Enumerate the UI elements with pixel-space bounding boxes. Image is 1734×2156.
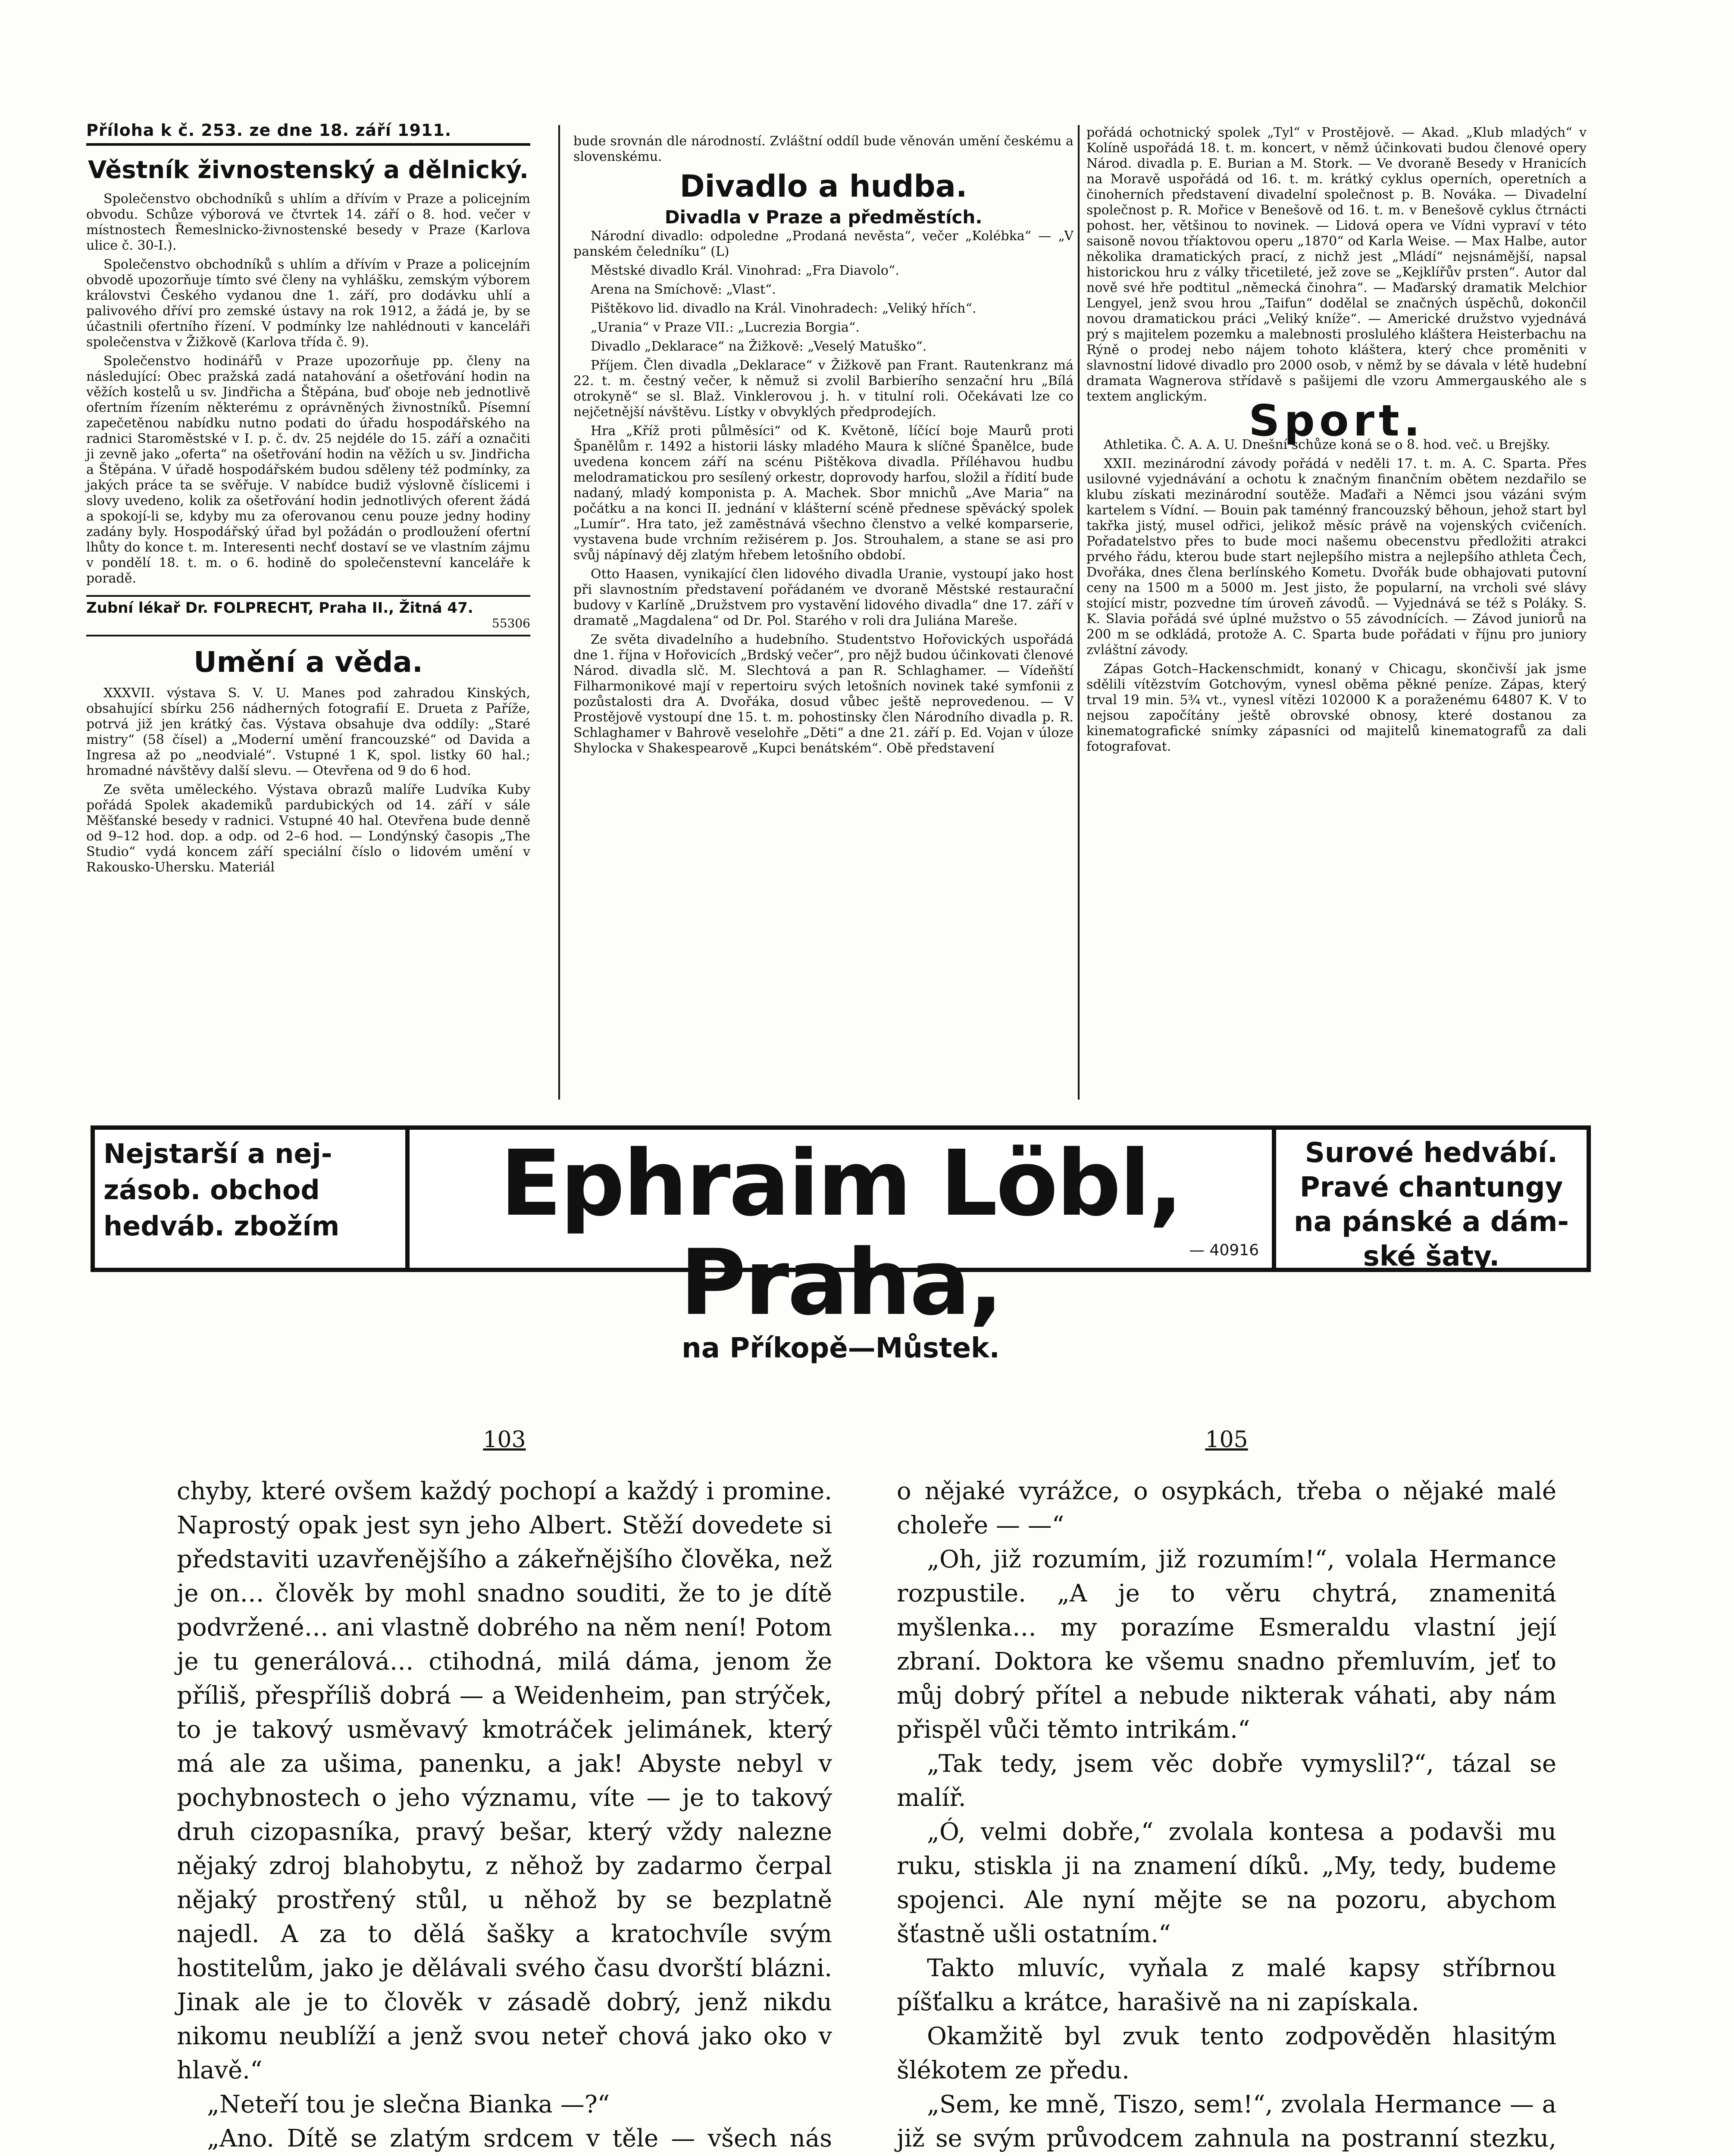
section-heading-sport: Sport. (1249, 395, 1424, 446)
article-paragraph: Příjem. Člen divadla „Deklarace“ v Žižkově pan Frant. Rautenkranz má 22. t. m. čestný večer, k němuž si zvolil Barbierího senzační hru „Bílá otrokyně“ se sl. Blaž. Vinklerovou j. h. v titulní roli. Očekávati lze co nejčetnější návštěvu. Lístky v obvyklých předprodejích. (573, 358, 1074, 420)
article-paragraph: Athletika. Č. A. A. U. Dnešní schůze koná se o 8. hod. več. u Brejšky. (1104, 437, 1550, 452)
article-paragraph: Ze světa divadelního a hudebního. Studentstvo Hořovických uspořádá dne 1. října v Hořovicích „Brdský večer“, pro nějž budou účinkovati členové Národ. divadla slč. M. Slechtová a pan R. Schlaghamer. — Vídeňští Filharmonikové mají v repertoiru svých letošních novinek také symfonii z pozůstalosti dra A. Dvořáka, dosud vůbec ještě neprovedenou. — V Prostějově vystoupí dne 15. t. m. pohostinsky člen Národního divadla p. R. Schlaghamer v Bahrově veselohře „Děti“ a dne 21. září p. Ed. Vojan v úloze Shylocka v Shakespearově „Kupci benátském“. Obě představení (573, 632, 1074, 756)
ad-right-panel (1272, 1130, 1587, 1272)
article-paragraph: Hra „Kříž proti půlměsíci“ od K. Květoně, líčící boje Maurů proti Španělům r. 1492 a historii lásky mladého Maura k slíčné Španělce, bude uvedena koncem září na scénu Pištěkova divadla. Příléhavou hudbu melodramatickou pro sesílený orkestr, doprovody harfou, složil a řídití bude nadaný, mladý komponista p. A. Machek. Sbor mnichů „Ave Maria“ na počátku a na konci II. jednání v klášterní scéně přednese spěvácký spolek „Lumír“. Hra tato, jež zaměstnává všechno členstvo a velké komparserie, vystavena bude vrchním režisérem p. Jos. Strouhalem, a stane se asi pro svůj nápínavý děj zlatým hřebem letošního období. (573, 423, 1074, 563)
column-1 (86, 151, 530, 879)
dentist-notice: Zubní lékař Dr. FOLPRECHT, Praha II., Žitná 47. (86, 599, 473, 617)
novel-paragraph: „Ano. Dítě se zlatým srdcem v těle — všech nás (207, 2125, 832, 2153)
newspaper-header: Příloha k č. 253. ze dne 18. září 1911. (86, 121, 530, 146)
novel-paragraph: „Tak tedy, jsem věc dobře vymyslil?“, tázal se malíř. (897, 1750, 1556, 1812)
novel-paragraph: „Oh, již rozumím, již rozumím!“, volala Hermance rozpustile. „A je to věru chytrá, znamenitá myšlenka… my porazíme Esmeraldu vlastní její zbraní. Doktora ke všemu snadno přemluvím, jeť to můj dobrý přítel a nebude nikterak váhati, aby nám přispěl vůči těmto intrikám.“ (897, 1545, 1556, 1744)
novel-paragraph: Okamžitě byl zvuk tento zodpověděn hlasitým šlékotem ze předu. (897, 2022, 1556, 2084)
novel-paragraph: „Neteří tou je slečna Bianka —?“ (207, 2090, 610, 2118)
ad-text-line: zásob. obchod (103, 1174, 320, 1206)
section-heading-trades: Věstník živnostenský a dělnický. (88, 156, 529, 184)
article-paragraph: Otto Haasen, vynikající člen lidového divadla Uranie, vystoupí jako host při slavnostním představení pořádaném ve dvoraně Městské restaurační budovy v Karlíně „Družstvem pro vystavění lidového divadla“ dne 17. září v dramatě „Magdalena“ od Dr. Pol. Starého v roli dra Juliána Mareše. (573, 567, 1074, 628)
advertisement-banner (91, 1125, 1591, 1364)
ad-address: na Příkopě—Můstek. (682, 1332, 1000, 1364)
ad-text-line: Surové hedvábí. (1305, 1137, 1558, 1169)
column-divider-2 (1078, 125, 1080, 1100)
page-number: 105 (1205, 1427, 1248, 1453)
subheading-theatres: Divadla v Praze a předměstích. (664, 207, 983, 228)
article-paragraph: Ze světa uměleckého. Výstava obrazů malíře Ludvíka Kuby pořádá Spolek akademiků pardubických od 14. září v sále Měšťanské besedy v radnici. Vstupné 40 hal. Otevřena bude denně od 9–12 hod. dop. a odp. od 2–6 hod. — Londýnský časopis „The Studio“ vydá koncem září speciální číslo o lidovém umění v Rakousko-Uhersku. Materiál (86, 782, 530, 875)
ad-text-line: ské šaty. (1363, 1241, 1500, 1272)
notice-number: 55306 (491, 616, 530, 630)
ad-text-line: Nejstarší a nej- (103, 1138, 332, 1169)
article-paragraph: Zápas Gotch–Hackenschmidt, konaný v Chicagu, skončivší jak jsme sdělili vítězstvím Gotchovým, vynesl oběma pěkné peníze. Zápas, který trval 19 min. 5¾ vt., vynesl vítězi 102000 K a poraženému 64807 K. V to nejsou započítány ještě obrovské obnosy, které dostanou za kinematografické snímky zápasníci od majitelů kinematografů za dali fotografovat. (1086, 661, 1587, 754)
novel-paragraph: „Sem, ke mně, Tiszo, sem!“, zvolala Hermance — a již se svým průvodcem zahnula na postranní stezku, (897, 2090, 1556, 2153)
novel-paragraph: chyby, které ovšem každý pochopí a každý i promine. Naprostý opak jest syn jeho Albert. Stěží dovedete si představiti uzavřenějšího a zákeřnějšího člověka, než je on… člověk by mohl snadno souditi, že to je dítě podvržené… ani vlastně dobrého na něm není! Potom je tu generálová… ctihodná, milá dáma, jenom že příliš, přespříliš dobrá — a Weidenheim, pan strýček, to je takový usměvavý kmotráček jelimánek, který má ale za ušima, panenku, a jak! Abyste nebyl v pochybnostech o jeho významu, víte — je to takový druh cizopasníka, pravý bešar, který vždy nalezne nějaký zdroj blahobytu, z něhož by zadarmo čerpal nějaký prostřený stůl, u něhož by se bezplatně najedl. A za to dělá šašky a kratochvíle svým hostitelům, jako je dělávali svého času dvorští blázni. Jinak ale je to člověk v zásadě dobrý, jenž nikdu nikomu neublíží a jenž svou neteř chová jako oko v hlavě.“ (177, 1477, 832, 2084)
theatre-listing: Arena na Smíchově: „Vlast“. (591, 282, 776, 297)
theatre-listing: Národní divadlo: odpoledne „Prodaná nevěsta“, večer „Kolébka“ — „V panském čeledníku“ (L) (573, 229, 1074, 259)
ad-text-line: Pravé chantungy (1299, 1172, 1563, 1203)
article-paragraph: Společenstvo hodinářů v Praze upozorňuje pp. členy na následující: Obec pražská zadá natahování a ošetřování hodin na věžích kostelů u sv. Jindřicha a Štěpána, buď oboje neb jednotlivě ofertním řízením některému z oprávněných živnostníků. Písemní zapečetěnou nabídku nutno podati do úřadu hospodářského na radnici Staroměstské v I. p. č. dv. 25 nejdéle do 15. září a označiti ji zevně jako „oferta“ na ošetřování hodin na věžích u sv. Jindřicha a Štěpána. V úřadě hospodářském budou sděleny též podmínky, za jakých práce ta se svěřuje. V nabídce budiž výslovně číslicemi i slovy uvedeno, kolik za ošetřování hodin jednotlivých oferent žádá a spokojí-li se, kdyby mu za oferovanou cenu pouze jedny hodiny zadány byly. Hospodářský úřad byl požádán o prodloužení ofertní lhůty do konce t. m. Interesenti nechť dostaví se ve vlastním zájmu v pondělí 18. t. m. o 6. hodině do společenstevní kanceláře k poradě. (86, 354, 530, 586)
novel-paragraph: „Ó, velmi dobře,“ zvolala kontesa a podavši mu ruku, stiskla ji na znamení díků. „My, tedy, budeme spojenci. Ale nyní mějte se na pozoru, abychom šťastně ušli ostatním.“ (897, 1818, 1556, 1948)
theatre-listing: Pištěkovo lid. divadlo na Král. Vinohradech: „Veliký hřích“. (591, 301, 977, 316)
article-paragraph: pořádá ochotnický spolek „Tyl“ v Prostějově. — Akad. „Klub mladých“ v Kolíně uspořádá 18. t. m. koncert, v němž účinkovati budou členové opery Národ. divadla p. E. Burian a M. Stork. — Ve dvoraně Besedy v Hranicích na Moravě uspořádá od 16. t. m. krátký cyklus operních, operetních a činoherních představení divadelní společnost p. B. Nováka. — Divadelní společnost p. R. Mořice v Benešově od 16. t. m. v Benešově cyklus čtrnácti pohost. her, většinou to novinek. — Lidová opera ve Vídni vypraví v této saisoně novou tříaktovou operu „1870“ od Karla Weise. — Max Halbe, autor několika dramatických prací, z nichž jest „Mládí“ nejsnámější, napsal historickou hru z války třicetileté, jež zove se „Kejklířův prsten“. Autor dal nově své hře podtitul „německá činohra“. — Maďarský dramatik Melchior Lengyel, jenž svou hrou „Taifun“ dodělal se značných úspěchů, dokončil novou dramatickou práci „Veliký kníže“. — Americké družstvo vyjednává prý s majitelem pozemku a malebnosti proslulého kláštera Heisterbachu na Rýně o prodej nebo nájem tohoto kláštera, který chce proměniti v slavnostní lidové divadlo pro 2000 osob, v němž by se dávala v létě hudební dramata Wagnerova střídavě s pašijemi dle vzoru Ammergauského ale s textem anglickým. (1086, 125, 1587, 404)
novel-page-right (897, 1427, 1556, 2156)
column-2 (573, 134, 1074, 760)
article-paragraph: XXXVII. výstava S. V. U. Manes pod zahradou Kinských, obsahující sbírku 256 nádherných fotografií E. Drueta z Paříže, potrvá již jen krátký čas. Výstava obsahuje dva oddíly: „Staré mistry“ (58 čísel) a „Moderní umění francouzské“ od Davida a Ingresa až po „neodvialé“. Vstupné 1 K, spol. listky 60 hal.; hromadné návštěvy další slevu. — Otevřena od 9 do 6 hod. (86, 686, 530, 778)
novel-paragraph: o nějaké vyrážce, o osypkách, třeba o nějaké malé choleře — —“ (897, 1477, 1556, 1539)
page-number: 103 (483, 1427, 526, 1453)
novel-paragraph: Takto mluvíc, vyňala z malé kapsy stříbrnou píšťalku a krátce, harašivě na ni zapískala. (897, 1954, 1556, 2016)
theatre-listing: „Urania“ v Praze VII.: „Lucrezia Borgia“. (591, 320, 860, 335)
column-3 (1086, 125, 1587, 758)
ad-text-line: na pánské a dám- (1294, 1206, 1569, 1238)
section-heading-theatre: Divadlo a hudba. (679, 169, 967, 204)
ad-company-name: Ephraim Löbl, Praha, (500, 1131, 1182, 1335)
article-paragraph: bude srovnán dle národností. Zvláštní oddíl bude věnován umění českému a slovenskému. (573, 134, 1074, 164)
novel-page-left (177, 1427, 832, 2156)
ad-center-panel (410, 1130, 1272, 1364)
column-divider-1 (558, 125, 560, 1100)
ad-number: — 40916 (1189, 1241, 1259, 1259)
theatre-listing: Divadlo „Deklarace“ na Žižkově: „Veselý Matuško“. (591, 339, 927, 354)
section-heading-arts: Umění a věda. (194, 646, 423, 679)
ad-left-panel (95, 1130, 410, 1268)
article-paragraph: Společenstvo obchodníků s uhlím a dřívím v Praze a policejním obvodě upozorňuje tímto své členy na vyhlášku, zemským výborem královstvi Českého vydanou dne 1. září, pro dodávku uhlí a palivového dříví pro zemské ústavy na rok 1912, a žádá je, by se účastnili ofertního řízení. V podmínky lze nahlédnouti v kanceláři společenstva v Žižkově (Karlova třída č. 9). (86, 257, 530, 350)
ad-text-line: hedváb. zbožím (103, 1210, 340, 1242)
article-paragraph: Společenstvo obchodníků s uhlím a dřívím v Praze a policejním obvodu. Schůze výborová ve čtvrtek 14. září o 8. hod. večer v místnostech Řemeslnicko-živnostenské besedy v Praze (Karlova ulice č. 30-I.). (86, 191, 530, 253)
theatre-listing: Městské divadlo Král. Vinohrad: „Fra Diavolo“. (591, 263, 899, 278)
article-paragraph: XXII. mezinárodní závody pořádá v neděli 17. t. m. A. C. Sparta. Přes usilovné vyjednávání a ochotu k značným finančním obětem nezdařilo se klubu získati mezinárodní soutěže. Maďaři a Němci jsou vázáni svým kartelem s Vídní. — Bouin pak taménný francouzský běhoun, jehož start byl takřka jistý, musel odřici, jelikož měsíc právě na vojenských cvičeních. Pořadatelstvo přes to bude moci našemu obecenstvu předložiti atrakci prvého řádu, kterou bude start nejlepšího mistra a nejlepšího athleta Čech, Dvořáka, dnes člena berlínského Kometu. Dvořák bude obhajovati putovní ceny na 1500 m a 5000 m. Jest jisto, že popularní, na vrcholi své slávy stojící mistr, pozvedne tím úroveň závodů. — Vyjednává se též s Poláky. S. K. Slavia pořádá své úplné mužstvo o 55 závodnících. — Závod juniorů na 200 m se odkládá, protože A. C. Sparta bude pořádati v říjnu pro juniory zvláštní závody. (1086, 456, 1587, 658)
